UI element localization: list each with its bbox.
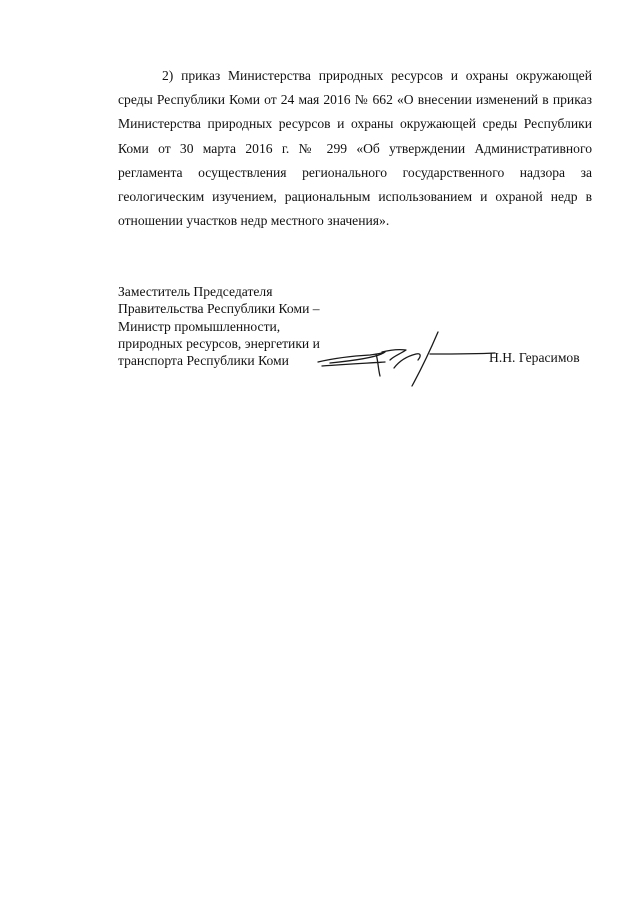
signer-line: Правительства Республики Коми – (118, 301, 320, 317)
body-paragraph: 2) приказ Министерства природных ресурсов и охраны окружающей среды Республики Коми от 24 мая 2016 № 662 «О внесении изменений в приказ Министерства природных ресурсов и охраны окружающей среды Республики Коми от 30 марта 2016 г. № 299 «Об утверждении Административного регламента осуществления регионального государственного надзора за геологическим изучением, рациональным использованием и охраной недр в отношении участков недр местного значения». (118, 68, 592, 229)
signer-line: Заместитель Председателя (118, 284, 273, 299)
signer-line: транспорта Республики Коми (118, 353, 289, 369)
signer-line: природных ресурсов, энергетики и (118, 335, 320, 351)
handwritten-signature (290, 330, 500, 390)
signer-line: Министр промышленности, (118, 318, 281, 334)
signer-name: Н.Н. Герасимов (489, 350, 580, 365)
